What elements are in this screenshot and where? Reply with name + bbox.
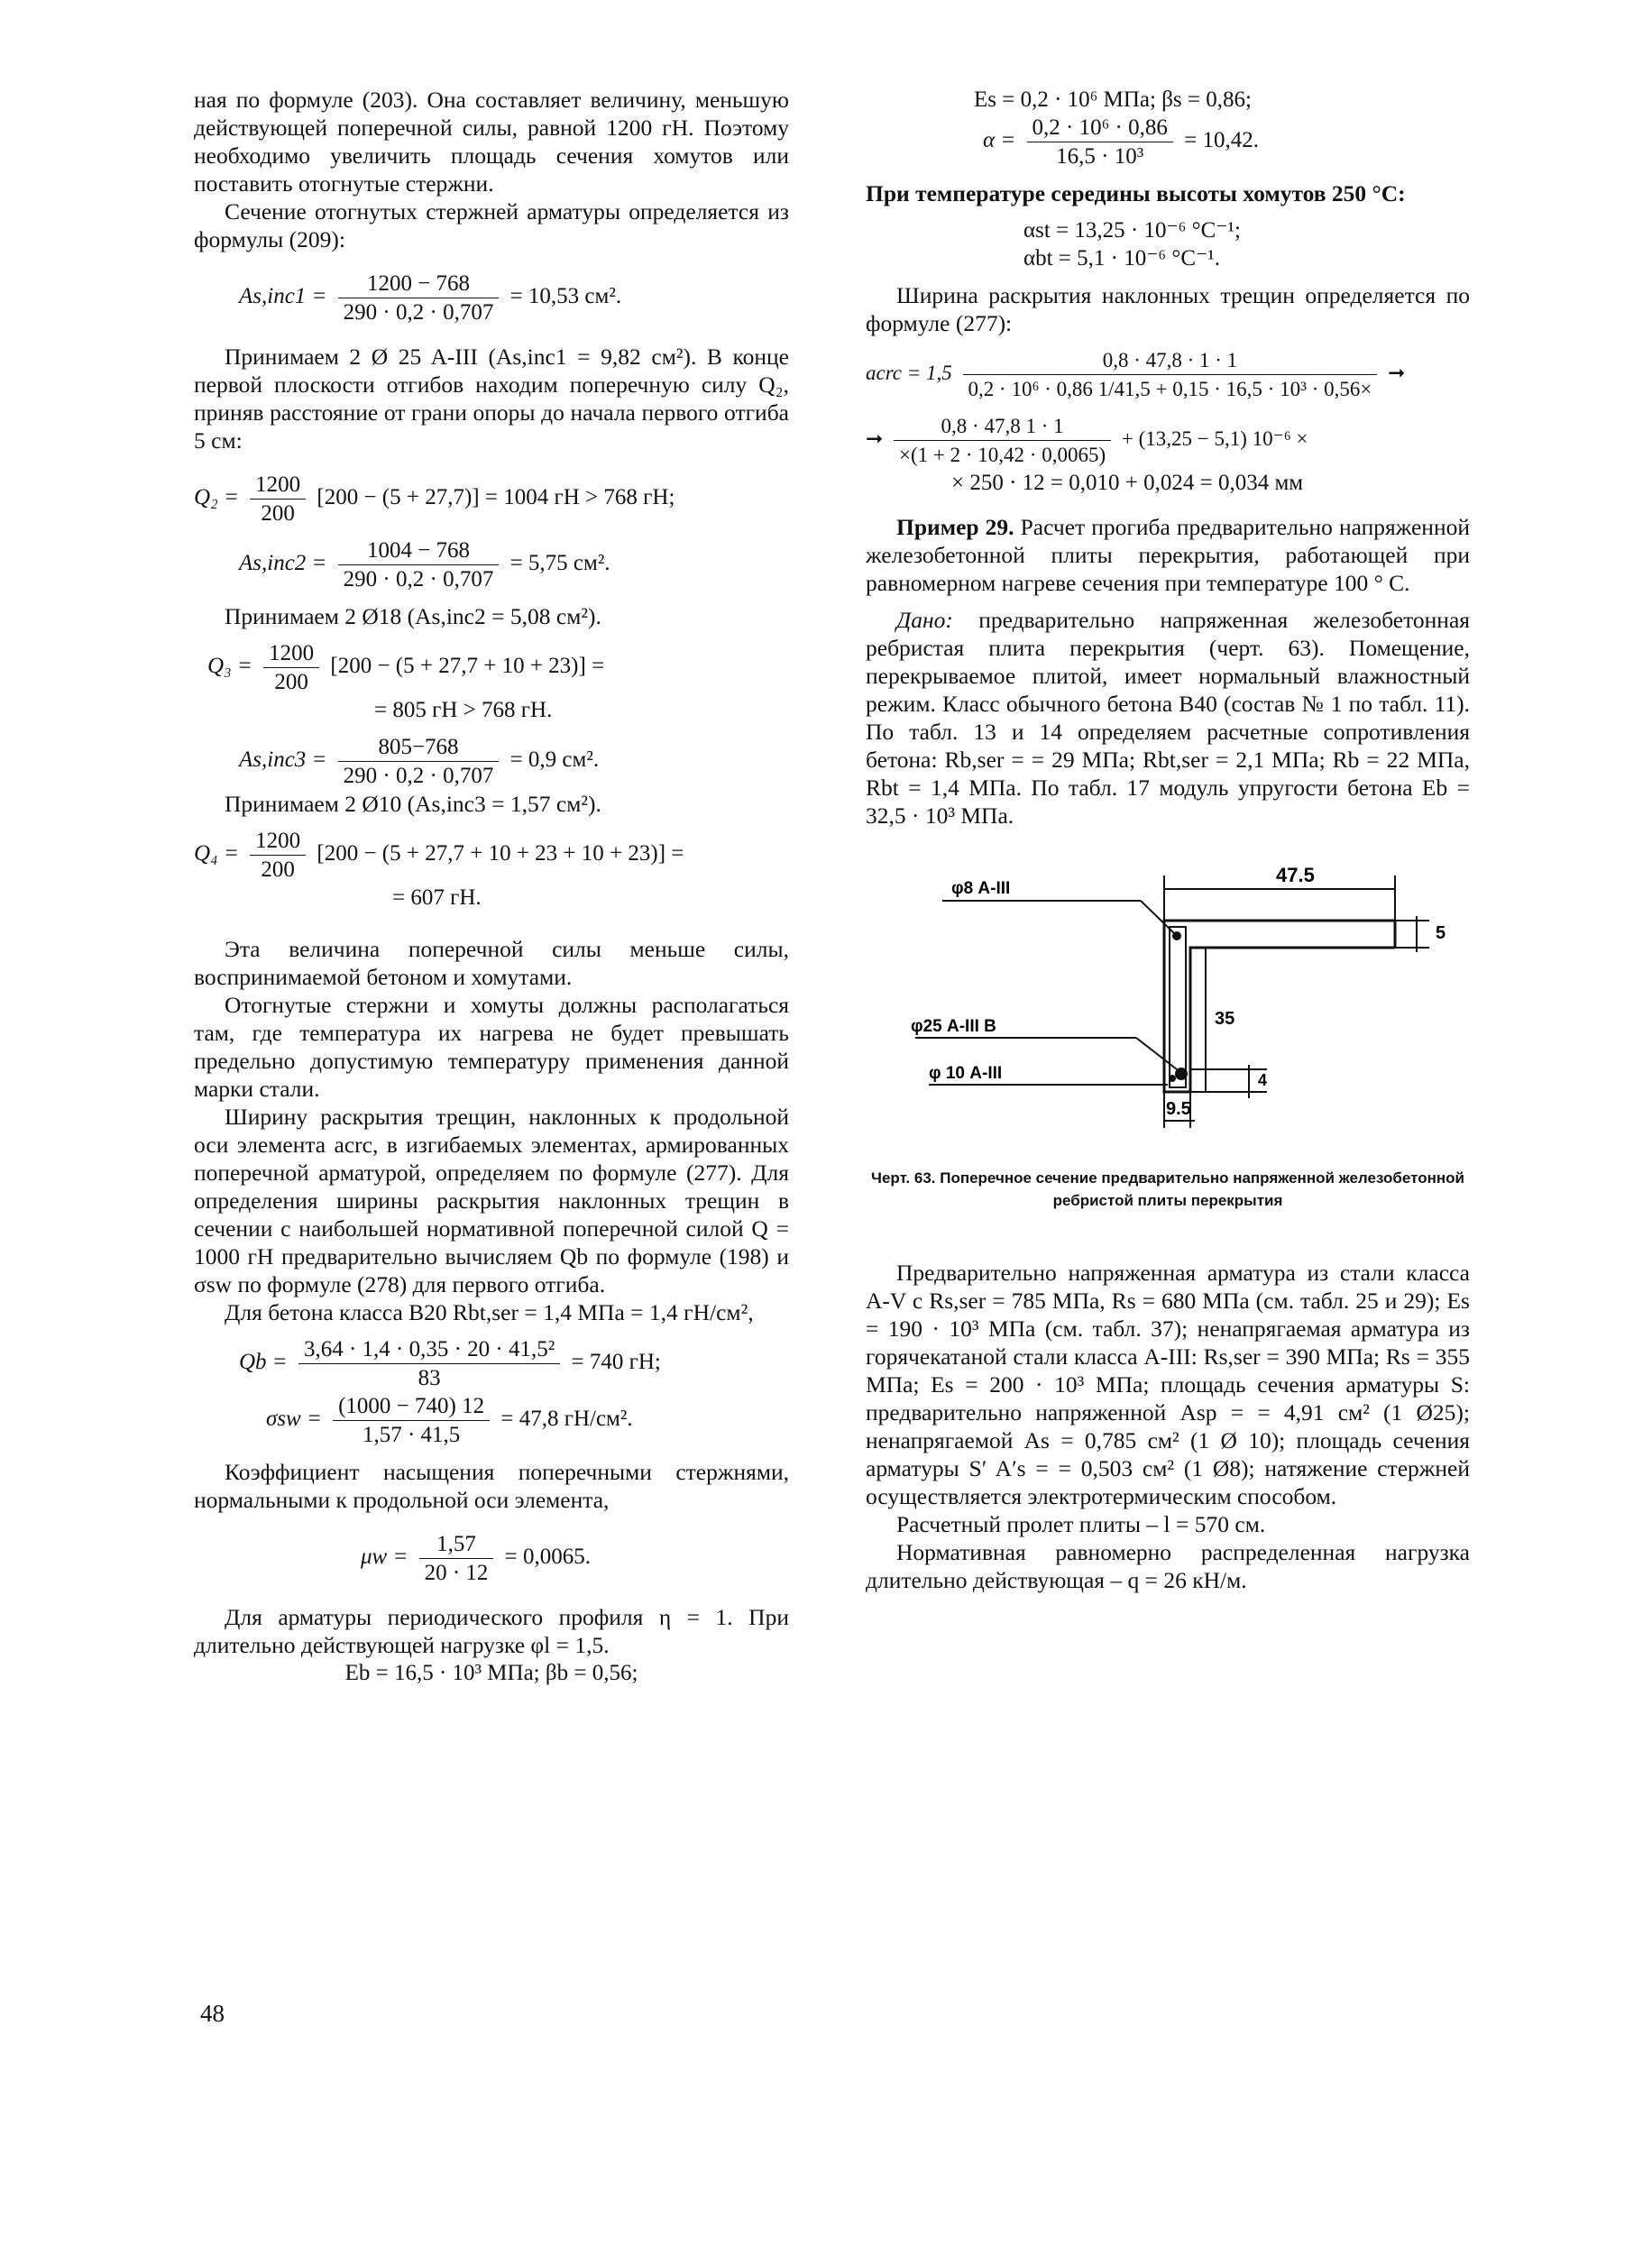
formula-denominator: 16,5 · 10³ [1056, 144, 1144, 169]
formula-rhs: = 0,0065. [504, 1545, 592, 1570]
paragraph: Расчетный пролет плиты – l = 570 см. [896, 1511, 1266, 1537]
dim-label: 9.5 [1166, 1099, 1191, 1119]
formula-rhs: = 0,9 см². [509, 747, 600, 773]
formula-numerator: 1004 − 768 [338, 536, 500, 565]
formula-denominator: 200 [261, 501, 295, 526]
figure-caption: Черт. 63. Поперечное сечение предварительно напряженной железобетонной ребристой плиты перекрытия [871, 1169, 1464, 1209]
paragraph: Нормативная равномерно распределенная нагрузка длительно действующая – q = 26 кН/м. [866, 1539, 1470, 1593]
formula-denominator: 290 · 0,2 · 0,707 [343, 764, 494, 788]
paragraph: При температуре середины высоты хомутов 250 °C: [866, 180, 1406, 206]
formula: Eb = 16,5 · 10³ МПа; βb = 0,56; [344, 1661, 638, 1685]
right-column [866, 86, 1470, 1594]
formula: Es = 0,2 · 10⁶ МПа; βs = 0,86; [974, 87, 1252, 112]
formula-numerator: 0,8 · 47,8 1 · 1 [894, 412, 1111, 441]
formula-denominator: 200 [261, 857, 295, 882]
formula [194, 471, 789, 527]
formula [194, 1392, 789, 1449]
section-outline [1164, 921, 1395, 1092]
paragraph [866, 513, 1470, 597]
paragraph: Для бетона класса B20 Rbt,ser = 1,4 МПа = 1,4 гН/см², [225, 1299, 754, 1325]
formula-denominator: 83 [418, 1366, 441, 1390]
paragraph: Коэффициент насыщения поперечными стержнями, нормальными к продольной оси элемента, [194, 1459, 789, 1513]
formula-rhs: = 47,8 гН/см². [500, 1407, 633, 1432]
formula-lhs: Q₃ = [207, 654, 252, 679]
formula-denominator: ×(1 + 2 · 10,42 · 0,0065) [899, 444, 1106, 466]
formula-rhs: [200 − (5 + 27,7 + 10 + 23 + 10 + 23)] = [317, 841, 684, 866]
formula-rhs: [200 − (5 + 27,7)] = 1004 гН > 768 гН; [317, 485, 675, 510]
left-column [194, 86, 789, 1687]
formula [866, 346, 1470, 403]
formula-denominator: 200 [274, 670, 308, 694]
rebar-label: φ 10 A-III [929, 1064, 1003, 1083]
formula-rhs: = 10,42. [1184, 128, 1259, 153]
formula-numerator: 1200 [250, 471, 306, 500]
formula: = 607 гН. [392, 885, 482, 910]
formula-numerator: 1200 [250, 827, 306, 856]
formula-lhs: α = [983, 128, 1016, 153]
formula [194, 639, 789, 696]
rebar-label: φ25 A-III B [911, 1017, 996, 1036]
rebar-top [1172, 931, 1181, 940]
formula-denominator: 20 · 12 [424, 1561, 489, 1585]
formula [194, 1335, 789, 1392]
paragraph: Сечение отогнутых стержней арматуры определяется из формулы (209): [194, 198, 789, 252]
rebar-label: φ8 A-III [951, 879, 1011, 898]
formula [194, 827, 789, 884]
leader-line [1141, 901, 1175, 934]
paragraph: Эта величина поперечной силы меньше силы, воспринимаемой бетоном и хомутами. [194, 936, 789, 990]
formula-numerator: (1000 − 740) 12 [333, 1392, 490, 1421]
leader-line [1136, 1038, 1177, 1069]
formula: = 805 гН > 768 гН. [374, 698, 553, 722]
formula-denominator: 0,2 · 10⁶ · 0,86 1/41,5 + 0,15 · 16,5 · 10³ · 0,56× [968, 378, 1372, 400]
formula-rhs: [200 − (5 + 27,7 + 10 + 23)] = [330, 654, 605, 679]
paragraph [866, 606, 1470, 830]
formula-rhs: + (13,25 − 5,1) 10⁻⁶ × [1121, 426, 1308, 450]
formula-rhs: = 10,53 см². [509, 284, 622, 309]
formula [194, 270, 789, 326]
page-number: 48 [200, 2000, 225, 2027]
formula-numerator: 805−768 [338, 733, 500, 762]
formula-lhs: Qb = [239, 1350, 288, 1375]
formula-lhs: μw = [361, 1545, 408, 1570]
paragraph: Для арматуры периодического профиля η = 1. При длительно действующей нагрузке φl = 1,5. [194, 1604, 789, 1658]
formula-lhs: σsw = [266, 1407, 322, 1432]
paragraph: Предварительно напряженная арматура из стали класса A-V с Rs,ser = 785 МПа, Rs = 680 МПа (см. табл. 25 и 29); Es = 190 · 10³ МПа (см. табл. 37); ненапрягаемая арматура из горячекатаной стали класса A-III: Rs,ser = 390 МПа; Rs = 355 МПа; Es = 200 · 10³ МПа; площадь сечения арматуры S: предварительно напряженной Asp = = 4,91 см² (1 Ø25); ненапрягаемой As = 0,785 см² (1 Ø 10); площадь сечения арматуры S′ A′s = = 0,503 см² (1 Ø8); натяжение стержней осуществляется электротермическим способом. [866, 1260, 1470, 1509]
formula-numerator: 0,8 · 47,8 · 1 · 1 [963, 346, 1378, 375]
arrow-icon: ➞ [866, 426, 884, 450]
formula-numerator: 1200 − 768 [338, 270, 500, 298]
formula-lhs: Q₂ = [194, 485, 239, 510]
stirrup [1170, 927, 1186, 1087]
rebar-main [1175, 1068, 1188, 1080]
formula-lhs: As,inc2 = [239, 551, 327, 576]
rebar-stirrup [1169, 1075, 1176, 1082]
example-label: Пример 29. [896, 514, 1014, 540]
cross-section-figure [879, 853, 1456, 1150]
formula-lhs: As,inc1 = [239, 284, 327, 309]
dim-label: 47.5 [1276, 864, 1315, 886]
paragraph: Принимаем 2 Ø10 (As,inc3 = 1,57 см²). [225, 791, 601, 817]
formula-lhs: Q₄ = [194, 841, 239, 866]
formula [866, 114, 1470, 170]
formula-numerator: 1,57 [419, 1530, 494, 1559]
formula-denominator: 1,57 · 41,5 [362, 1423, 461, 1447]
formula [866, 412, 1470, 469]
formula-denominator: 290 · 0,2 · 0,707 [343, 567, 494, 591]
formula-denominator: 290 · 0,2 · 0,707 [343, 300, 494, 325]
dim-label: 4 [1258, 1071, 1268, 1089]
formula-numerator: 1200 [263, 639, 319, 668]
formula [194, 536, 789, 593]
formula: × 250 · 12 = 0,010 + 0,024 = 0,034 мм [951, 471, 1304, 495]
paragraph: Принимаем 2 Ø 25 A-III (As,inc1 = 9,82 см²). В конце первой плоскости отгибов находим поперечную силу Q₂, приняв расстояние от грани опоры до начала первого отгиба 5 см: [194, 344, 789, 454]
formula-rhs: = 740 гН; [571, 1350, 661, 1375]
formula-lhs: acrc = 1,5 [866, 361, 952, 384]
formula: αbt = 5,1 · 10⁻⁶ °C⁻¹. [1023, 246, 1220, 270]
formula-numerator: 3,64 · 1,4 · 0,35 · 20 · 41,5² [298, 1335, 560, 1364]
formula [194, 733, 789, 790]
formula [194, 1530, 789, 1587]
paragraph: Ширина раскрытия наклонных трещин определяется по формуле (277): [866, 282, 1470, 336]
formula-lhs: As,inc3 = [239, 747, 327, 773]
paragraph: ная по формуле (203). Она составляет величину, меньшую действующей поперечной силы, равной 1200 гН. Поэтому необходимо увеличить площадь сечения хомутов или поставить отогнутые стержни. [194, 87, 789, 197]
formula: αst = 13,25 · 10⁻⁶ °C⁻¹; [1023, 218, 1241, 243]
dim-label: 35 [1215, 1009, 1235, 1029]
given-text: предварительно напряженная железобетонная ребристая плита перекрытия (черт. 63). Помещение, перекрываемое плитой, имеет нормальный влажностный режим. Класс обычного бетона B40 (состав № 1 по табл. 11). По табл. 13 и 14 определяем расчетные сопротивления бетона: Rb,ser = = 29 МПа; Rbt,ser = 2,1 МПа; Rb = 22 МПа, Rbt = 1,4 МПа. По табл. 17 модуль упругости бетона Eb = 32,5 · 10³ МПа. [866, 607, 1470, 829]
formula-numerator: 0,2 · 10⁶ · 0,86 [1027, 114, 1173, 142]
paragraph: Отогнутые стержни и хомуты должны располагаться там, где температура их нагрева не будет превышать предельно допустимую температуру применения данной марки стали. [194, 992, 789, 1102]
formula-rhs: = 5,75 см². [509, 551, 610, 576]
arrow-icon: ➞ [1388, 361, 1406, 384]
paragraph: Ширину раскрытия трещин, наклонных к продольной оси элемента acrc, в изгибаемых элементах, армированных поперечной арматурой, определяем по формуле (277). Для определения ширины раскрытия наклонных трещин в сечении с наибольшей нормативной поперечной силой Q = 1000 гН предварительно вычисляем Qb по формуле (198) и σsw по формуле (278) для первого отгиба. [194, 1104, 789, 1297]
paragraph: Принимаем 2 Ø18 (As,inc2 = 5,08 см²). [225, 603, 601, 629]
given-label: Дано: [896, 607, 953, 633]
example-text: Расчет прогиба предварительно напряженной железобетонной плиты перекрытия, работающей при равномерном нагреве сечения при температуре 100 ° C. [866, 514, 1470, 596]
dim-label: 5 [1436, 923, 1446, 943]
